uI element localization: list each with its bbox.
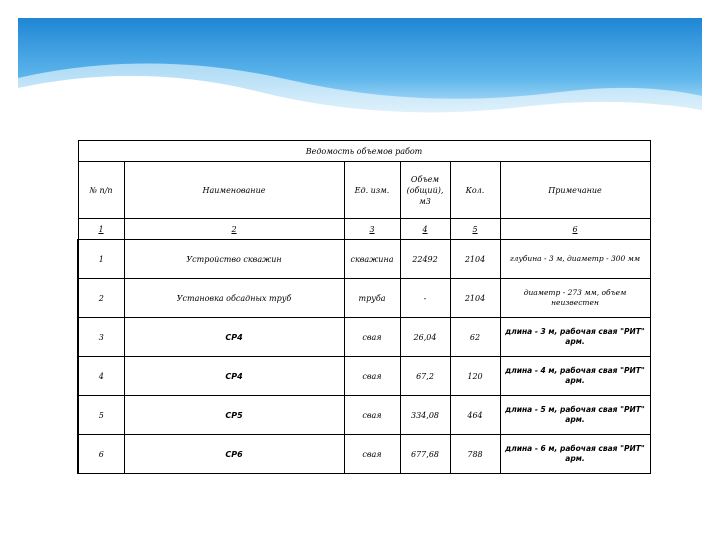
row-qty: 120 (450, 357, 500, 396)
row-name: СР6 (124, 435, 344, 474)
row-name: Установка обсадных труб (124, 279, 344, 318)
header-cell: Кол. (450, 162, 500, 219)
row-name: СР5 (124, 396, 344, 435)
row-number: 6 (78, 435, 124, 474)
column-number-row (78, 219, 650, 240)
header-cell: Наименование (124, 162, 344, 219)
row-volume: 67,2 (400, 357, 450, 396)
table-row (78, 396, 650, 435)
row-volume: 677,68 (400, 435, 450, 474)
works-volume-table-container (77, 140, 649, 474)
row-unit: труба (344, 279, 400, 318)
table-row (78, 318, 650, 357)
row-name: СР4 (124, 357, 344, 396)
row-unit: свая (344, 357, 400, 396)
header-cell: Примечание (500, 162, 650, 219)
row-note: длина - 3 м, рабочая свая "РИТ" арм. (500, 318, 650, 357)
row-note: длина - 4 м, рабочая свая "РИТ" арм. (500, 357, 650, 396)
table-header-row (78, 162, 650, 219)
header-wave-banner (0, 0, 720, 130)
row-name: Устройство скважин (124, 240, 344, 279)
row-number: 1 (78, 240, 124, 279)
row-unit: скважина (344, 240, 400, 279)
works-volume-table (77, 140, 651, 474)
row-note: длина - 6 м, рабочая свая "РИТ" арм. (500, 435, 650, 474)
row-number: 2 (78, 279, 124, 318)
column-number: 6 (500, 219, 650, 240)
row-qty: 464 (450, 396, 500, 435)
column-number: 2 (124, 219, 344, 240)
row-volume: 26,04 (400, 318, 450, 357)
table-row (78, 279, 650, 318)
row-unit: свая (344, 396, 400, 435)
row-volume: 334,08 (400, 396, 450, 435)
row-volume: - (400, 279, 450, 318)
header-cell: Объем (общий), м3 (400, 162, 450, 219)
header-cell: Ед. изм. (344, 162, 400, 219)
table-row (78, 357, 650, 396)
table-row (78, 240, 650, 279)
row-qty: 2104 (450, 279, 500, 318)
row-note: глубина - 3 м, диаметр - 300 мм (500, 240, 650, 279)
column-number: 1 (78, 219, 124, 240)
table-row (78, 435, 650, 474)
row-note: длина - 5 м, рабочая свая "РИТ" арм. (500, 396, 650, 435)
row-unit: свая (344, 435, 400, 474)
row-number: 4 (78, 357, 124, 396)
column-number: 4 (400, 219, 450, 240)
column-number: 5 (450, 219, 500, 240)
table-title-row (78, 141, 650, 162)
header-cell: № п/п (78, 162, 124, 219)
row-name: СР4 (124, 318, 344, 357)
column-number: 3 (344, 219, 400, 240)
row-number: 3 (78, 318, 124, 357)
row-qty: 62 (450, 318, 500, 357)
table-title: Ведомость объемов работ (78, 141, 650, 162)
row-unit: свая (344, 318, 400, 357)
row-number: 5 (78, 396, 124, 435)
row-qty: 788 (450, 435, 500, 474)
row-note: диаметр - 273 мм, объем неизвестен (500, 279, 650, 318)
row-volume: 22492 (400, 240, 450, 279)
row-qty: 2104 (450, 240, 500, 279)
